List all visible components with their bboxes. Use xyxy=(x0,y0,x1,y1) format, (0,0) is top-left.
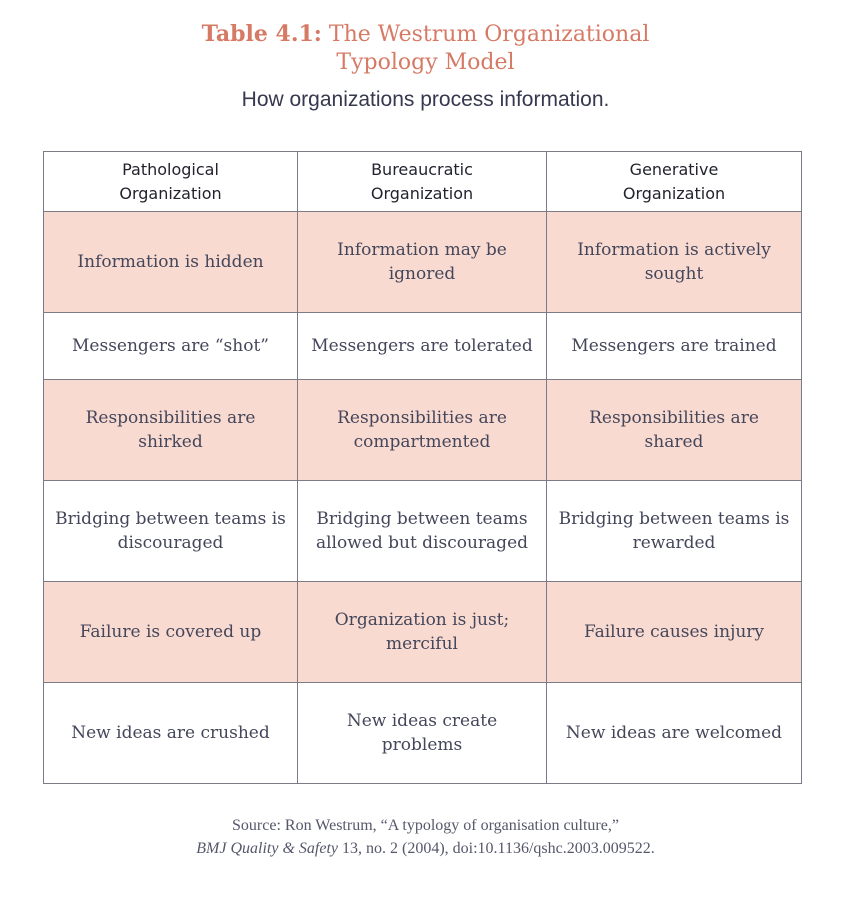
header-bureaucratic: Bureaucratic Organization xyxy=(298,152,547,212)
table-cell: Failure is covered up xyxy=(44,582,298,683)
table-row xyxy=(44,313,802,380)
table-cell: Organization is just; merciful xyxy=(298,582,547,683)
table-cell: New ideas are crushed xyxy=(44,683,298,784)
table-cell: New ideas are welcomed xyxy=(547,683,802,784)
journal-name: BMJ Quality & Safety xyxy=(196,840,338,857)
table-cell: Failure causes injury xyxy=(547,582,802,683)
table-cell: Responsibilities are compartmented xyxy=(298,380,547,481)
header-generative: Generative Organization xyxy=(547,152,802,212)
source-line-2 xyxy=(0,837,851,860)
source-line-1: Source: Ron Westrum, “A typology of organisation culture,” xyxy=(232,817,619,834)
table-cell: Bridging between teams is rewarded xyxy=(547,481,802,582)
table-cell: Responsibilities are shared xyxy=(547,380,802,481)
table-row xyxy=(44,481,802,582)
table-cell: Messengers are trained xyxy=(547,313,802,380)
source-citation xyxy=(0,814,851,860)
table-cell: Information is hidden xyxy=(44,212,298,313)
subtitle: How organizations process information. xyxy=(241,88,610,111)
table-row xyxy=(44,683,802,784)
table-row xyxy=(44,380,802,481)
title-line-2: Typology Model xyxy=(336,50,515,75)
table-cell: Bridging between teams allowed but discouraged xyxy=(298,481,547,582)
table-cell: Information may be ignored xyxy=(298,212,547,313)
title-line-1 xyxy=(0,20,851,49)
table-number: Table 4.1: xyxy=(201,21,322,47)
header-pathological: Pathological Organization xyxy=(44,152,298,212)
source-details: 13, no. 2 (2004), doi:10.1136/qshc.2003.009522. xyxy=(338,840,655,857)
table-cell: Bridging between teams is discouraged xyxy=(44,481,298,582)
table-cell: Messengers are tolerated xyxy=(298,313,547,380)
table-title xyxy=(0,20,851,77)
table-cell: Information is actively sought xyxy=(547,212,802,313)
title-text-1: The Westrum Organizational xyxy=(328,22,650,47)
table-row xyxy=(44,212,802,313)
table-cell: Responsibilities are shirked xyxy=(44,380,298,481)
typology-table xyxy=(43,151,802,784)
table-cell: Messengers are “shot” xyxy=(44,313,298,380)
table-cell: New ideas create problems xyxy=(298,683,547,784)
header-row xyxy=(44,152,802,212)
table-row xyxy=(44,582,802,683)
